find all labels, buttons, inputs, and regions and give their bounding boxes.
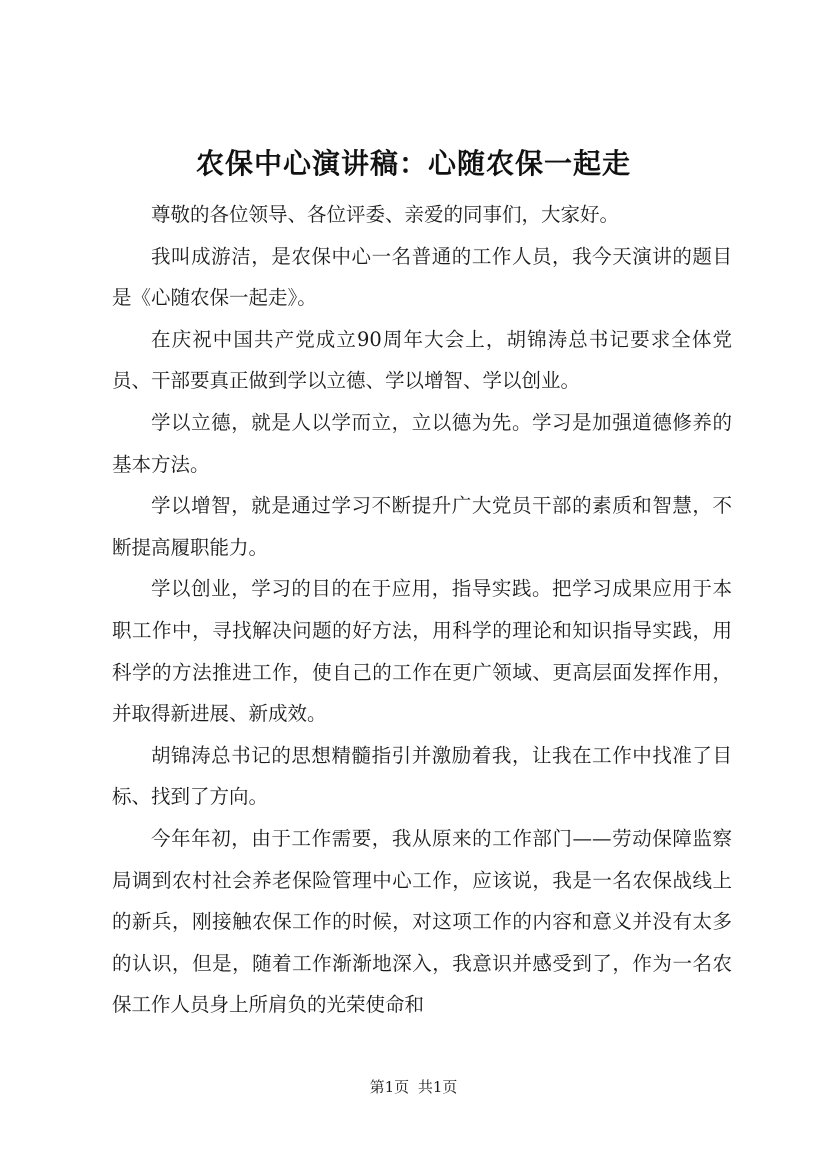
- document-title: 农保中心演讲稿：心随农保一起走: [195, 147, 631, 180]
- paragraph-introduction: 我叫成游洁，是农保中心一名普通的工作人员，我今天演讲的题目是《心随农保一起走》。: [112, 244, 732, 310]
- paragraph-learn-wisdom: 学以增智，就是通过学习不断提升广大党员干部的素质和智慧，不断提高履职能力。: [112, 494, 732, 559]
- paragraph-guidance: 胡锦涛总书记的思想精髓指引并激励着我，让我在工作中找准了目标、找到了方向。: [112, 743, 732, 809]
- paragraph-party-congress: 在庆祝中国共产党成立90周年大会上，胡锦涛总书记要求全体党员、干部要真正做到学以立德、学以增智、学以创业。: [112, 327, 732, 393]
- page-total: 共1页: [417, 1078, 458, 1096]
- page-footer: [0, 1077, 827, 1097]
- paragraph-new-job: 今年年初，由于工作需要，我从原来的工作部门——劳动保障监察局调到农村社会养老保险管理中心工作，应该说，我是一名农保战线上的新兵，刚接触农保工作的时候，对这项工作的内容和意义并没有太多的认识，但是，随着工作渐渐地深入，我意识并感受到了，作为一名农保工作人员身上所肩负的光荣使命和: [112, 826, 732, 1017]
- paragraph-learn-career: 学以创业，学习的目的在于应用，指导实践。把学习成果应用于本职工作中，寻找解决问题的好方法，用科学的理论和知识指导实践，用科学的方法推进工作，使自己的工作在更广领域、更高层面发挥作用，并取得新进展、新成效。: [112, 577, 732, 726]
- paragraph-greeting: 尊敬的各位领导、各位评委、亲爱的同事们，大家好。: [151, 203, 620, 226]
- paragraph-learn-virtue: 学以立德，就是人以学而立，立以德为先。学习是加强道德修养的基本方法。: [112, 410, 732, 476]
- page-number: 第1页: [369, 1078, 410, 1096]
- document-body: [112, 194, 732, 1026]
